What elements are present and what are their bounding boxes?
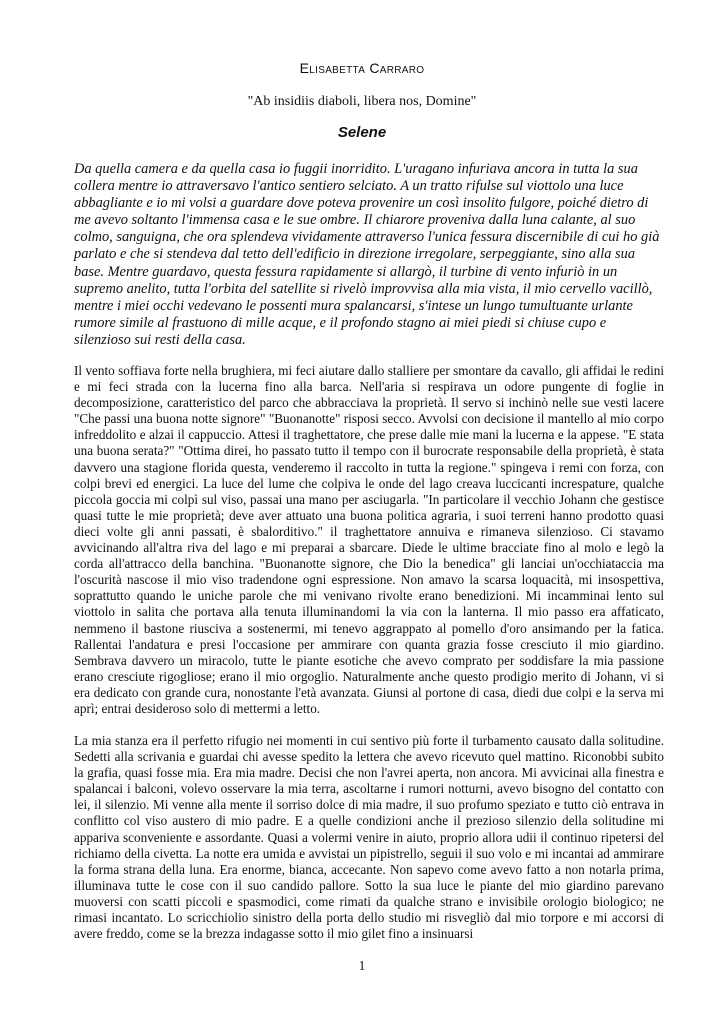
author-name: Elisabetta Carraro (299, 60, 425, 76)
motto: "Ab insidiis diaboli, libera nos, Domine" (247, 94, 477, 109)
body-paragraph-1: Il vento soffiava forte nella brughiera, mi feci aiutare dallo stalliere per smontare da cavallo, gli affidai le redini e mi feci strada con la lucerna fino alla barca. Nell'aria si respirava un odore pungente di foglie in decomposizione, caratteristico del parco che abbracciava la proprietà. Il servo si inchinò nelle sue vesti lacere "Che passi una buona notte signore" "Buonanotte" risposi secco. Avvolsi con decisione il mantello al mio corpo infreddolito e alzai il cappuccio. Attesi il traghettatore, che prese dalle mie mani la lucerna e la appese. "E stata una buona serata?" "Ottima direi, ho passato tutto il tempo con il burocrate responsabile della proprietà, è stata davvero una stagione florida questa, venderemo il raccolto in tutta la regione." spingeva i remi con forza, con colpi brevi ed energici. La luce del lume che colpiva le onde del lago creava luccicanti increspature, qualche piccola goccia mi colpì sul viso, passai una mano per asciugarla. "In particolare il vecchio Johann che gestisce quasi tutte le mie proprietà; deve aver attuato una buona politica agraria, i suoi terreni hanno prodotto quasi dieci volte gli anni passati, è sbalorditivo." il traghettatore annuiva e rimaneva silenzioso. Ci stavamo avvicinando all'altra riva del lago e mi preparai a sbarcare. Diede le ultime bracciate fino al molo e legò la corda all'attracco della banchina. "Buonanotte signore, che Dio la benedica" gli lanciai un'occhiataccia ma l'oscurità nascose il mio viso tradendone ogni espressione. Non amavo la scarsa loquacità, mi insospettiva, soprattutto quando le uniche parole che mi venivano rivolte erano benedizioni. Mi incamminai lento sul viottolo in salita che portava alla tenuta illuminandomi la via con la lanterna. Il mio passo era affaticato, nemmeno il bastone riusciva a sostenermi, mi tenevo aggrappato al pomello d'oro ansimando per la fatica. Rallentai l'andatura e presi l'occasione per ammirare con quanta grazia fosse cresciuto il mio giardino. Sembrava davvero un miracolo, tutte le piante esotiche che avevo comprato per soddisfare la mia passione erano cresciute rigogliose; erano il mio orgoglio. Naturalmente anche questo prodigio merito di Johann, vi si era dedicato con grande cura, nonostante l'età avanzata. Giunsi al portone di casa, diedi due colpi e la serva mi aprì; entrai desideroso solo di mettermi a letto. (74, 363, 664, 716)
page-number: 1 (358, 958, 366, 973)
body-paragraph-2: La mia stanza era il perfetto rifugio nei momenti in cui sentivo più forte il turbamento causato dalla solitudine. Sedetti alla scrivania e guardai chi avesse spedito la lettera che avevo ricevuto quel mattino. Riconobbi subito la grafia, quasi fosse mia. Era mia madre. Decisi che non l'avrei aperta, non ancora. Mi avvicinai alla finestra e spalancai i balconi, volevo osservare la mia terra, ascoltarne i rumori notturni, avevo bisogno del contatto con lei, il silenzio. Mi venne alla mente il sorriso dolce di mia madre, il suo profumo speziato e tutto ciò entrava in conflitto col viso austero di mio padre. E a quelle condizioni anche il prezioso silenzio della solitudine mi appariva sconveniente e assordante. Quasi a volermi venire in aiuto, proprio allora udii il continuo ripetersi del richiamo della civetta. La notte era umida e avvistai un pipistrello, seguii il suo volo e mi incantai ad ammirare la forma strana della luna. Era enorme, bianca, accecante. Non sapevo come avevo fatto a non notarla prima, illuminava tutte le cose con il suo candido pallore. Sotto la sua luce le piante del mio giardino parevano muoversi con scatti piccoli e spasmodici, come rimati da qualche strano e invisibile orologio biologico; ne rimasi incantato. Lo scricchiolio sinistro della porta dello studio mi risvegliò dal mio torpore e mi accorsi di avere freddo, come se la brezza indagasse sotto il mio gilet fino a insinuarsi (74, 733, 664, 942)
intro-paragraph: Da quella camera e da quella casa io fuggii inorridito. L'uragano infuriava ancora in tutta la sua collera mentre io attraversavo l'antico sentiero selciato. A un tratto rifulse sul viottolo una luce abbagliante e io mi volsi a guardare dove poteva provenire un così insolito fulgore, poiché dietro di me avevo soltanto l'immensa casa e le sue ombre. Il chiarore proveniva dalla luna calante, al suo colmo, sanguigna, che ora splendeva vividamente attraverso l'unica fessura discernibile di cui ho già parlato e che si stendeva dal tetto dell'edificio in direzione irregolare, serpeggiante, sino alla sua base. Mentre guardavo, questa fessura rapidamente si allargò, il turbine di vento infuriò in un supremo anelito, tutta l'orbita del satellite si rivelò improvvisa alla mia vista, il mio cervello vacillò, mentre i miei occhi vedevano le possenti mura spalancarsi, s'intese un lungo tumultuante urlante rumore simile al frastuono di mille acque, e il profondo stagno ai miei piedi si chiuse cupo e silenzioso sui resti della casa. (74, 161, 660, 348)
story-title: Selene (337, 124, 387, 141)
